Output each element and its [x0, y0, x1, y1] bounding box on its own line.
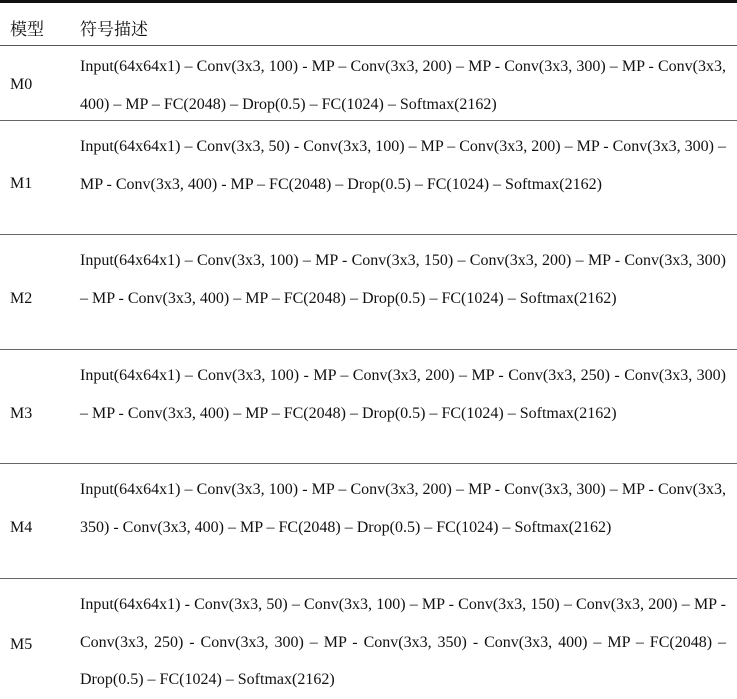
row-description: Input(64x64x1) – Conv(3x3, 50) - Conv(3x3, 100) – MP – Conv(3x3, 200) – MP - Conv(3x3, 300) – MP - Conv(3x3, 400) - MP – FC(2048) – Drop(0.5) – FC(1024) – Softmax(2162)	[80, 138, 726, 193]
row-description: Input(64x64x1) – Conv(3x3, 100) - MP – Conv(3x3, 200) – MP - Conv(3x3, 250) - Conv(3x3, 300) – MP - Conv(3x3, 400) – MP – FC(2048) – Drop(0.5) – FC(1024) – Softmax(2162)	[80, 367, 726, 422]
table-row	[0, 235, 737, 350]
row-model: M5	[10, 636, 33, 653]
header-description: 符号描述	[80, 20, 148, 39]
table-row	[0, 464, 737, 579]
row-description: Input(64x64x1) - Conv(3x3, 50) – Conv(3x3, 100) – MP - Conv(3x3, 150) – Conv(3x3, 200) – MP - Conv(3x3, 250) - Conv(3x3, 300) – MP - Conv(3x3, 350) - Conv(3x3, 400) – MP – FC(2048) – Drop(0.5) – FC(1024) – Softmax(2162)	[80, 596, 726, 688]
table-row	[0, 46, 737, 121]
row-model: M3	[10, 405, 33, 422]
table-row	[0, 579, 737, 692]
row-model: M2	[10, 290, 33, 307]
row-description: Input(64x64x1) – Conv(3x3, 100) - MP – Conv(3x3, 200) – MP - Conv(3x3, 300) – MP - Conv(3x3, 400) – MP – FC(2048) – Drop(0.5) – FC(1024) – Softmax(2162)	[80, 58, 726, 113]
table-header	[0, 3, 737, 45]
row-model: M4	[10, 519, 33, 536]
row-description: Input(64x64x1) – Conv(3x3, 100) – MP - Conv(3x3, 150) – Conv(3x3, 200) – MP - Conv(3x3, 300) – MP - Conv(3x3, 400) – MP – FC(2048) – Drop(0.5) – FC(1024) – Softmax(2162)	[80, 252, 726, 307]
header-model: 模型	[10, 20, 44, 39]
table-row	[0, 121, 737, 235]
row-model: M0	[10, 76, 33, 93]
row-description: Input(64x64x1) – Conv(3x3, 100) - MP – Conv(3x3, 200) – MP - Conv(3x3, 300) – MP - Conv(3x3, 350) - Conv(3x3, 400) – MP – FC(2048) – Drop(0.5) – FC(1024) – Softmax(2162)	[80, 481, 726, 536]
table-row	[0, 350, 737, 464]
row-model: M1	[10, 175, 33, 192]
